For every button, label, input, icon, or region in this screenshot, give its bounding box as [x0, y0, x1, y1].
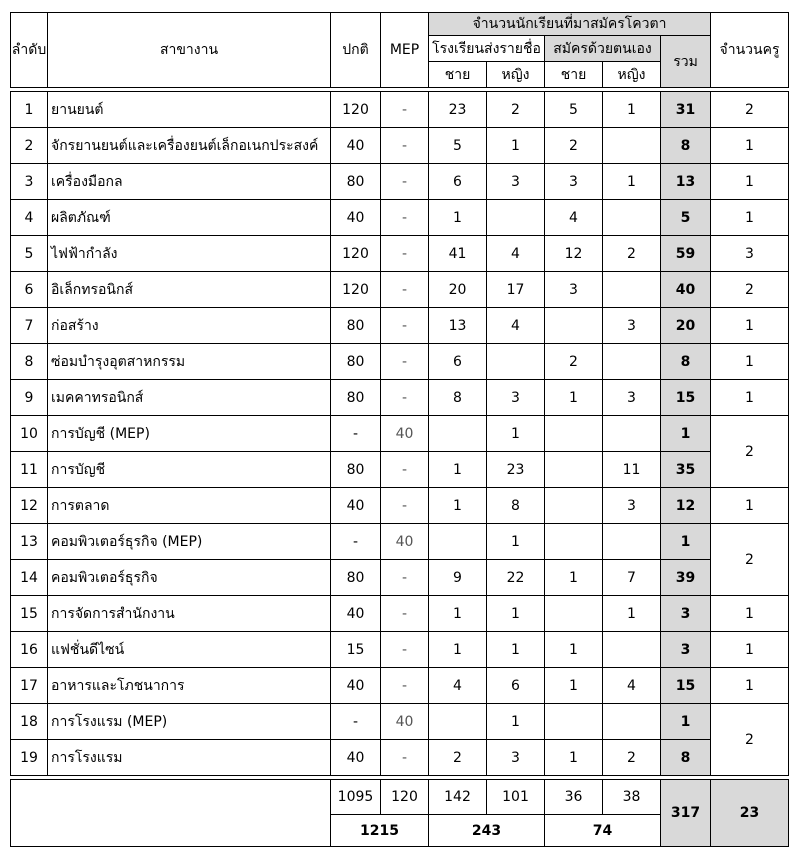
row-school-male: 6 [429, 344, 487, 380]
row-self-female [603, 272, 661, 308]
table-row [11, 596, 789, 632]
row-school-female: 3 [487, 380, 545, 416]
row-mep: - [381, 488, 429, 524]
row-normal: 120 [331, 236, 381, 272]
row-total: 3 [661, 632, 711, 668]
row-school-female: 4 [487, 236, 545, 272]
quota-table-container [10, 12, 789, 847]
table-row [11, 344, 789, 380]
row-school-female: 1 [487, 524, 545, 560]
row-school-male: 4 [429, 668, 487, 704]
summary-self-female: 38 [603, 780, 661, 815]
row-self-male: 3 [545, 272, 603, 308]
row-self-female [603, 200, 661, 236]
row-self-male [545, 524, 603, 560]
row-field-name: การจัดการสำนักงาน [48, 596, 331, 632]
row-school-male: 6 [429, 164, 487, 200]
row-normal: - [331, 704, 381, 740]
row-school-female: 6 [487, 668, 545, 704]
row-school-male: 1 [429, 632, 487, 668]
row-school-female: 1 [487, 128, 545, 164]
row-teachers: 1 [711, 380, 789, 416]
summary-quota-sum: 1215 [331, 815, 429, 847]
row-normal: 40 [331, 488, 381, 524]
table-row [11, 452, 789, 488]
row-normal: 40 [331, 668, 381, 704]
row-teachers: 1 [711, 164, 789, 200]
row-normal: 120 [331, 92, 381, 128]
row-school-female: 17 [487, 272, 545, 308]
row-total: 35 [661, 452, 711, 488]
row-self-female [603, 524, 661, 560]
row-normal: 120 [331, 272, 381, 308]
row-self-male: 4 [545, 200, 603, 236]
table-row [11, 560, 789, 596]
row-school-male: 1 [429, 200, 487, 236]
row-field-name: ไฟฟ้ากำลัง [48, 236, 331, 272]
row-self-male: 1 [545, 632, 603, 668]
row-normal: 15 [331, 632, 381, 668]
row-normal: 80 [331, 308, 381, 344]
row-self-male: 1 [545, 380, 603, 416]
header-seq: ลำดับ [11, 13, 48, 88]
row-mep: - [381, 596, 429, 632]
summary-total: 317 [661, 780, 711, 847]
row-mep: - [381, 452, 429, 488]
row-seq: 12 [11, 488, 48, 524]
row-total: 13 [661, 164, 711, 200]
row-field-name: อิเล็กทรอนิกส์ [48, 272, 331, 308]
row-total: 1 [661, 524, 711, 560]
row-mep: - [381, 380, 429, 416]
row-seq: 5 [11, 236, 48, 272]
row-seq: 6 [11, 272, 48, 308]
row-self-female [603, 344, 661, 380]
row-field-name: การโรงแรม (MEP) [48, 704, 331, 740]
row-school-female: 3 [487, 740, 545, 776]
row-normal: 40 [331, 596, 381, 632]
row-mep: - [381, 308, 429, 344]
row-field-name: ซ่อมบำรุงอุตสาหกรรม [48, 344, 331, 380]
row-self-female [603, 704, 661, 740]
row-teachers: 2 [711, 92, 789, 128]
row-self-male [545, 488, 603, 524]
quota-table [10, 12, 789, 847]
row-seq: 10 [11, 416, 48, 452]
table-row [11, 524, 789, 560]
row-field-name: จักรยานยนต์และเครื่องยนต์เล็กอเนกประสงค์ [48, 128, 331, 164]
row-teachers: 1 [711, 128, 789, 164]
row-normal: - [331, 524, 381, 560]
row-school-female [487, 200, 545, 236]
row-self-female: 3 [603, 308, 661, 344]
row-self-male [545, 704, 603, 740]
quota-table-body [11, 13, 789, 847]
row-total: 3 [661, 596, 711, 632]
summary-teachers: 23 [711, 780, 789, 847]
summary-normal: 1095 [331, 780, 381, 815]
row-self-male: 1 [545, 740, 603, 776]
row-normal: 80 [331, 452, 381, 488]
row-mep: - [381, 560, 429, 596]
row-self-male: 2 [545, 128, 603, 164]
summary-self-male: 36 [545, 780, 603, 815]
row-teachers: 1 [711, 596, 789, 632]
row-self-female: 2 [603, 236, 661, 272]
row-field-name: คอมพิวเตอร์ธุรกิจ [48, 560, 331, 596]
row-normal: 80 [331, 164, 381, 200]
header-school-female: หญิง [487, 62, 545, 88]
row-teachers: 2 [711, 272, 789, 308]
row-self-female: 1 [603, 596, 661, 632]
row-teachers: 2 [711, 704, 789, 776]
row-field-name: ผลิตภัณฑ์ [48, 200, 331, 236]
row-teachers: 1 [711, 344, 789, 380]
row-normal: 40 [331, 200, 381, 236]
row-self-male: 5 [545, 92, 603, 128]
row-seq: 14 [11, 560, 48, 596]
row-school-male: 8 [429, 380, 487, 416]
table-row [11, 668, 789, 704]
row-school-male [429, 524, 487, 560]
row-school-male [429, 704, 487, 740]
row-teachers: 1 [711, 632, 789, 668]
row-seq: 16 [11, 632, 48, 668]
row-field-name: ก่อสร้าง [48, 308, 331, 344]
row-mep: - [381, 344, 429, 380]
summary-school-female: 101 [487, 780, 545, 815]
row-seq: 8 [11, 344, 48, 380]
row-total: 15 [661, 380, 711, 416]
row-self-male [545, 416, 603, 452]
row-self-male: 3 [545, 164, 603, 200]
row-self-female: 3 [603, 380, 661, 416]
row-mep: - [381, 632, 429, 668]
row-school-female: 22 [487, 560, 545, 596]
row-school-male: 1 [429, 596, 487, 632]
table-row [11, 236, 789, 272]
row-mep: - [381, 200, 429, 236]
row-normal: 80 [331, 344, 381, 380]
row-self-female: 2 [603, 740, 661, 776]
row-school-male: 13 [429, 308, 487, 344]
row-school-female: 1 [487, 596, 545, 632]
header-mep: MEP [381, 13, 429, 88]
row-self-male: 1 [545, 560, 603, 596]
row-self-female: 4 [603, 668, 661, 704]
row-mep: 40 [381, 416, 429, 452]
table-row [11, 200, 789, 236]
row-school-female [487, 344, 545, 380]
row-total: 8 [661, 344, 711, 380]
row-seq: 9 [11, 380, 48, 416]
row-total: 31 [661, 92, 711, 128]
row-total: 8 [661, 128, 711, 164]
row-self-female: 3 [603, 488, 661, 524]
row-self-female [603, 128, 661, 164]
row-normal: 40 [331, 128, 381, 164]
row-normal: 80 [331, 380, 381, 416]
row-school-female: 1 [487, 632, 545, 668]
row-field-name: การบัญชี (MEP) [48, 416, 331, 452]
table-row [11, 128, 789, 164]
row-self-female: 1 [603, 164, 661, 200]
row-school-male: 2 [429, 740, 487, 776]
row-total: 39 [661, 560, 711, 596]
row-school-male: 5 [429, 128, 487, 164]
row-school-male: 9 [429, 560, 487, 596]
row-self-female [603, 416, 661, 452]
summary-school-sum: 243 [429, 815, 545, 847]
table-row [11, 704, 789, 740]
row-total: 5 [661, 200, 711, 236]
row-field-name: คอมพิวเตอร์ธุรกิจ (MEP) [48, 524, 331, 560]
summary-self-sum: 74 [545, 815, 661, 847]
row-mep: - [381, 236, 429, 272]
table-row [11, 164, 789, 200]
row-total: 20 [661, 308, 711, 344]
row-seq: 7 [11, 308, 48, 344]
row-self-male [545, 596, 603, 632]
row-school-male: 41 [429, 236, 487, 272]
row-seq: 3 [11, 164, 48, 200]
row-teachers: 2 [711, 524, 789, 596]
table-row [11, 380, 789, 416]
row-school-female: 3 [487, 164, 545, 200]
row-mep: - [381, 668, 429, 704]
row-self-male: 2 [545, 344, 603, 380]
row-seq: 17 [11, 668, 48, 704]
row-school-female: 8 [487, 488, 545, 524]
row-school-female: 4 [487, 308, 545, 344]
header-self-female: หญิง [603, 62, 661, 88]
row-teachers: 1 [711, 308, 789, 344]
row-total: 12 [661, 488, 711, 524]
row-normal: 80 [331, 560, 381, 596]
header-total: รวม [661, 36, 711, 88]
row-field-name: อาหารและโภชนาการ [48, 668, 331, 704]
row-self-male: 1 [545, 668, 603, 704]
row-school-male: 1 [429, 488, 487, 524]
row-field-name: เครื่องมือกล [48, 164, 331, 200]
table-row [11, 92, 789, 128]
row-school-female: 1 [487, 416, 545, 452]
row-normal: - [331, 416, 381, 452]
summary-mep: 120 [381, 780, 429, 815]
row-mep: - [381, 92, 429, 128]
row-self-male [545, 308, 603, 344]
header-self-male: ชาย [545, 62, 603, 88]
row-school-male [429, 416, 487, 452]
table-row [11, 632, 789, 668]
row-self-male [545, 452, 603, 488]
summary-row-totals [11, 780, 789, 815]
row-seq: 18 [11, 704, 48, 740]
row-school-male: 1 [429, 452, 487, 488]
header-field: สาขางาน [48, 13, 331, 88]
row-self-male: 12 [545, 236, 603, 272]
row-field-name: การตลาด [48, 488, 331, 524]
row-teachers: 1 [711, 488, 789, 524]
row-mep: 40 [381, 704, 429, 740]
row-school-female: 23 [487, 452, 545, 488]
header-self-applied: สมัครด้วยตนเอง [545, 36, 661, 62]
header-quota-group: จำนวนนักเรียนที่มาสมัครโควตา [429, 13, 711, 36]
row-self-female: 7 [603, 560, 661, 596]
row-mep: - [381, 272, 429, 308]
row-mep: 40 [381, 524, 429, 560]
row-seq: 1 [11, 92, 48, 128]
row-field-name: การโรงแรม [48, 740, 331, 776]
row-seq: 11 [11, 452, 48, 488]
row-mep: - [381, 128, 429, 164]
row-school-female: 2 [487, 92, 545, 128]
row-mep: - [381, 740, 429, 776]
header-normal: ปกติ [331, 13, 381, 88]
row-total: 15 [661, 668, 711, 704]
row-total: 1 [661, 416, 711, 452]
row-seq: 15 [11, 596, 48, 632]
row-total: 1 [661, 704, 711, 740]
table-row [11, 308, 789, 344]
row-mep: - [381, 164, 429, 200]
row-teachers: 1 [711, 668, 789, 704]
row-teachers: 3 [711, 236, 789, 272]
row-field-name: การบัญชี [48, 452, 331, 488]
table-row [11, 272, 789, 308]
summary-school-male: 142 [429, 780, 487, 815]
row-total: 8 [661, 740, 711, 776]
row-normal: 40 [331, 740, 381, 776]
row-seq: 19 [11, 740, 48, 776]
row-field-name: เมคคาทรอนิกส์ [48, 380, 331, 416]
row-self-female: 1 [603, 92, 661, 128]
row-seq: 2 [11, 128, 48, 164]
row-field-name: ยานยนต์ [48, 92, 331, 128]
row-field-name: แฟชั่นดีไซน์ [48, 632, 331, 668]
table-row [11, 488, 789, 524]
row-self-female: 11 [603, 452, 661, 488]
header-school-sent: โรงเรียนส่งรายชื่อ [429, 36, 545, 62]
row-school-female: 1 [487, 704, 545, 740]
row-teachers: 1 [711, 200, 789, 236]
row-total: 59 [661, 236, 711, 272]
table-row [11, 416, 789, 452]
table-row [11, 740, 789, 776]
row-seq: 13 [11, 524, 48, 560]
row-school-male: 23 [429, 92, 487, 128]
row-seq: 4 [11, 200, 48, 236]
row-self-female [603, 632, 661, 668]
row-teachers: 2 [711, 416, 789, 488]
summary-label-cell [11, 780, 331, 847]
row-total: 40 [661, 272, 711, 308]
header-school-male: ชาย [429, 62, 487, 88]
row-school-male: 20 [429, 272, 487, 308]
header-teachers: จำนวนครู [711, 13, 789, 88]
